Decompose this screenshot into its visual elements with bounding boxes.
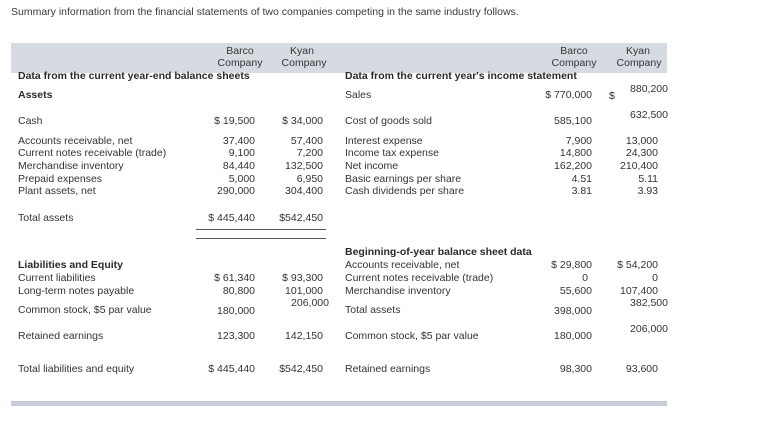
col-header-company-left-2: Company [281,57,327,69]
prepaid-label: Prepaid expenses [18,173,103,185]
col-header-barco-right: Barco [560,45,588,57]
dividends-label: Cash dividends per share [345,185,465,197]
total-le-kyan: $542,450 [279,363,323,375]
tax-barco: 14,800 [559,147,592,159]
col-header-kyan-right: Kyan [626,45,650,57]
sales-kyan: 880,200 [630,83,668,95]
cash-barco: $ 19,500 [214,115,255,127]
assets-label: Assets [18,89,53,101]
boy-retained-earnings-barco: 98,300 [559,363,592,375]
total-assets-underline-1 [196,229,326,230]
eps-barco: 4.51 [571,173,592,185]
total-assets-underline-2 [196,238,326,239]
boy-nr-kyan: 0 [652,272,658,284]
plant-label: Plant assets, net [18,185,96,197]
col-header-kyan-left: Kyan [290,45,314,57]
sales-barco: $ 770,000 [545,89,592,101]
cash-kyan: $ 34,000 [282,115,323,127]
total-le-barco: $ 445,440 [208,363,255,375]
ar-label: Accounts receivable, net [18,135,133,147]
ar-kyan: 57,400 [290,135,323,147]
current-liabilities-label: Current liabilities [18,272,96,284]
boy-nr-label: Current notes receivable (trade) [345,272,494,284]
retained-earnings-kyan: 142,150 [285,330,323,342]
boy-nr-barco: 0 [582,272,588,284]
boy-total-assets-kyan: 382,500 [630,297,668,309]
dividends-kyan: 3.93 [637,185,658,197]
ar-barco: 37,400 [222,135,255,147]
boy-common-stock-label: Common stock, $5 par value [345,330,479,342]
intro-text: Summary information from the financial statements of two companies competing in the same industry follows. [11,6,519,18]
cogs-kyan: 632,500 [630,109,668,121]
nr-kyan: 7,200 [296,147,323,159]
net-income-barco: 162,200 [554,160,592,172]
common-stock-kyan: 206,000 [291,297,329,309]
inventory-label: Merchandise inventory [18,160,124,172]
eps-kyan: 5.11 [638,173,658,185]
net-income-label: Net income [345,160,399,172]
col-header-barco-left: Barco [226,45,254,57]
current-liabilities-barco: $ 61,340 [214,272,255,284]
boy-ar-barco: $ 29,800 [551,259,592,271]
lt-notes-barco: 80,800 [222,285,255,297]
interest-label: Interest expense [345,135,423,147]
col-header-company-right-1: Company [551,57,597,69]
cogs-label: Cost of goods sold [345,115,432,127]
inventory-barco: 84,440 [222,160,255,172]
sales-label: Sales [345,89,372,101]
cogs-barco: 585,100 [554,115,592,127]
nr-barco: 9,100 [228,147,255,159]
eps-label: Basic earnings per share [345,173,462,185]
tax-label: Income tax expense [345,147,439,159]
plant-kyan: 304,400 [285,185,323,197]
net-income-kyan: 210,400 [620,160,658,172]
total-assets-barco: $ 445,440 [208,212,255,224]
tax-kyan: 24,300 [625,147,658,159]
footer-band [11,401,667,406]
common-stock-barco: 180,000 [217,305,255,317]
prepaid-kyan: 6,950 [296,173,323,185]
interest-barco: 7,900 [565,135,592,147]
plant-barco: 290,000 [217,185,255,197]
nr-label: Current notes receivable (trade) [18,147,167,159]
retained-earnings-label: Retained earnings [18,330,104,342]
boy-inventory-kyan: 107,400 [620,285,658,297]
current-liabilities-kyan: $ 93,300 [282,272,323,284]
sales-kyan-dollar: $ [609,90,615,102]
col-header-company-left-1: Company [217,57,263,69]
prepaid-barco: 5,000 [228,173,255,185]
boy-inventory-barco: 55,600 [559,285,592,297]
boy-heading: Beginning-of-year balance sheet data [345,246,532,258]
cash-label: Cash [18,115,43,127]
boy-common-stock-barco: 180,000 [554,330,592,342]
boy-retained-earnings-label: Retained earnings [345,363,431,375]
liabilities-equity-heading: Liabilities and Equity [18,259,124,271]
total-le-label: Total liabilities and equity [18,363,135,375]
lt-notes-label: Long-term notes payable [18,285,135,297]
total-assets-label: Total assets [18,212,74,224]
total-assets-kyan: $542,450 [279,212,323,224]
inventory-kyan: 132,500 [285,160,323,172]
interest-kyan: 13,000 [625,135,658,147]
col-header-company-right-2: Company [616,57,662,69]
boy-ar-kyan: $ 54,200 [617,259,658,271]
boy-inventory-label: Merchandise inventory [345,285,451,297]
retained-earnings-barco: 123,300 [217,330,255,342]
income-statement-heading: Data from the current year's income statement [345,70,577,82]
dividends-barco: 3.81 [571,185,592,197]
lt-notes-kyan: 101,000 [285,285,323,297]
boy-total-assets-label: Total assets [345,304,401,316]
boy-common-stock-kyan: 206,000 [630,323,668,335]
boy-total-assets-barco: 398,000 [554,305,592,317]
common-stock-label: Common stock, $5 par value [18,304,152,316]
boy-retained-earnings-kyan: 93,600 [625,363,658,375]
boy-ar-label: Accounts receivable, net [345,259,460,271]
balance-sheet-heading: Data from the current year-end balance sheets [18,70,250,82]
